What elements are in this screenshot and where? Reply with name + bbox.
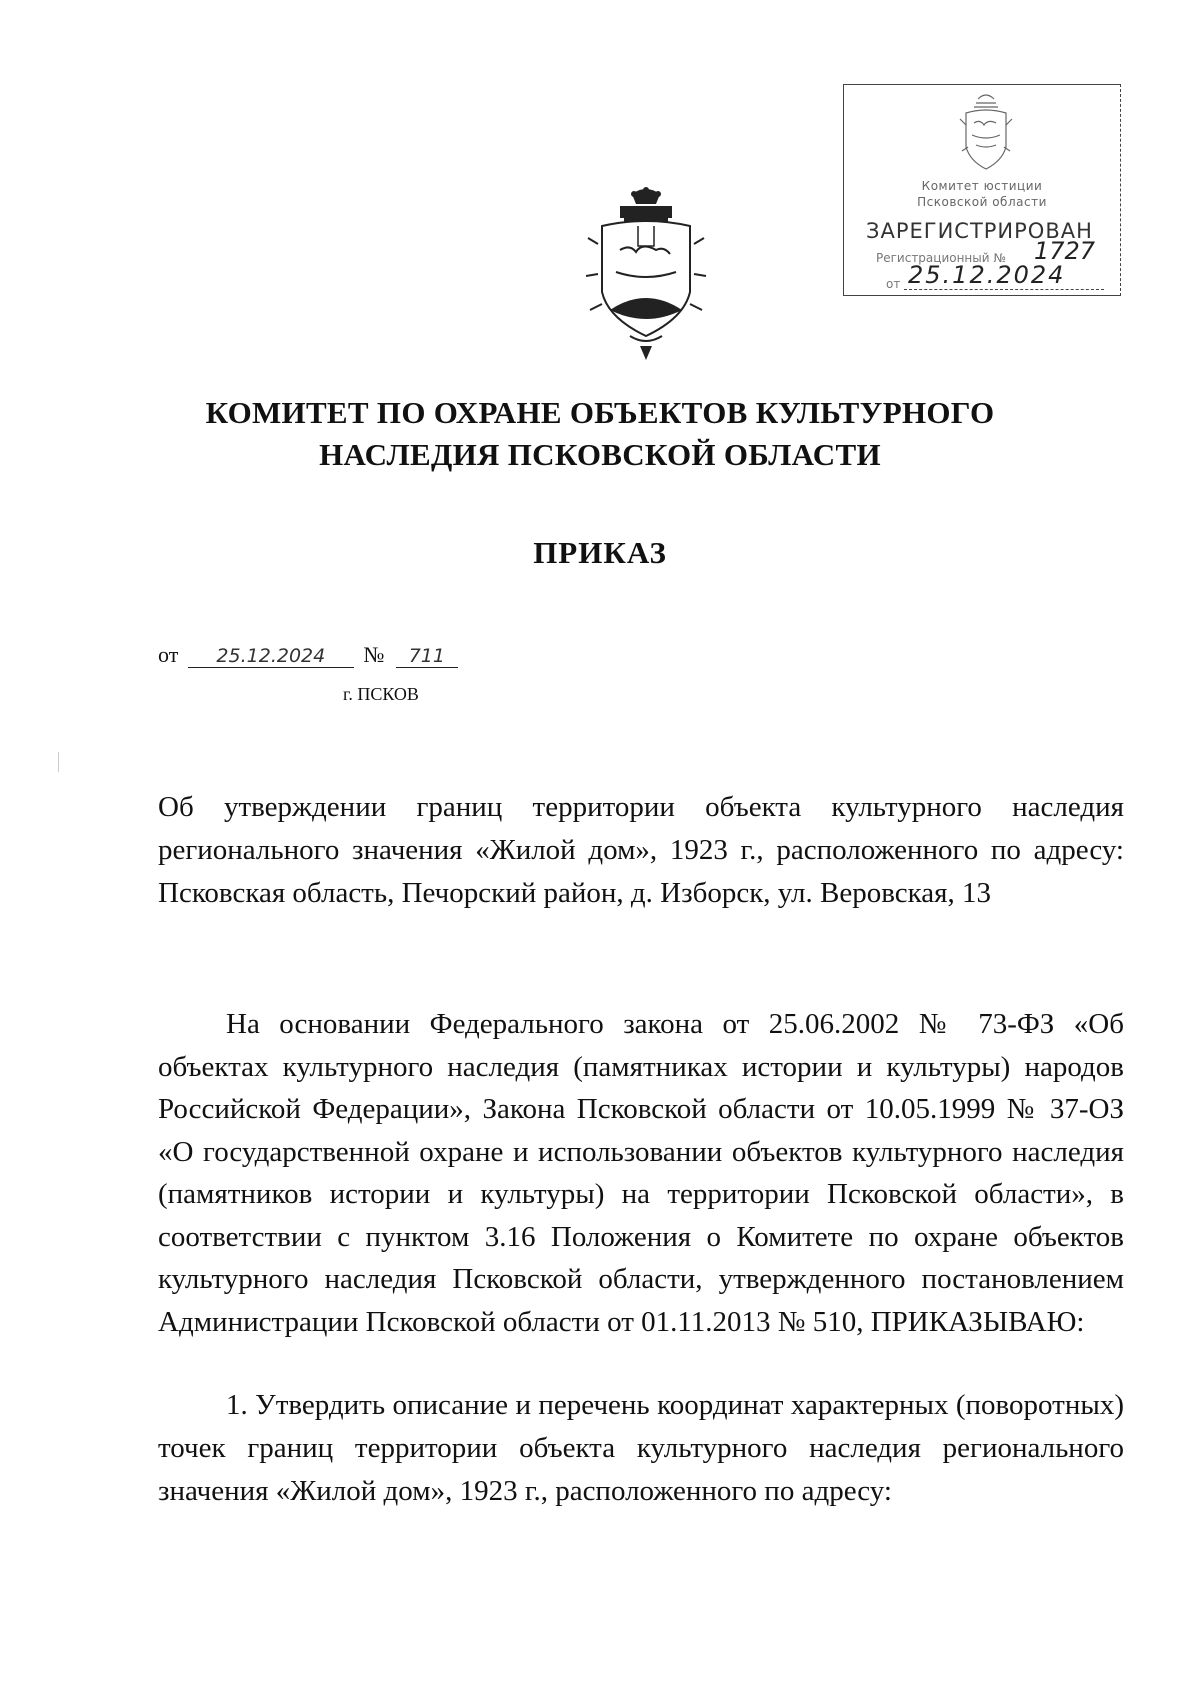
organization-title [0, 392, 1200, 476]
stamp-reg-label: Регистрационный № [876, 251, 1006, 265]
order-city: г. ПСКОВ [343, 684, 419, 704]
stamp-org-line2: Псковской области [917, 195, 1047, 209]
registration-stamp [843, 84, 1121, 296]
stamp-emblem-icon [952, 89, 1020, 181]
order-subject: Об утверждении границ территории объекта культурного наследия регионального значения «Жилой дом», 1923 г., расположенного по адресу: Псковская область, Печорский район, д. Изборск, ул. Веровская, 13 [158, 791, 1124, 909]
order-from-label: от [158, 642, 179, 667]
stamp-date-underline [904, 289, 1104, 290]
order-date: 25.12.2024 [188, 645, 354, 668]
order-number-label: № [363, 642, 385, 667]
order-item-1: 1. Утвердить описание и перечень координат характерных (поворотных) точек границ территории объекта культурного наследия регионального значения «Жилой дом», 1923 г., расположенного по адресу: [158, 1389, 1124, 1507]
margin-mark [58, 752, 59, 772]
order-date-number-line [158, 642, 458, 668]
order-number: 711 [396, 645, 458, 668]
order-basis-paragraph: На основании Федерального закона от 25.06.2002 № 73-ФЗ «Об объектах культурного наследия (памятниках истории и культуры) народов Российской Федерации», Закона Псковской области от 10.05.1999 № 37-ОЗ «О государственной охране и использовании объектов культурного наследия (памятников истории и культуры) на территории Псковской области», в соответствии с пунктом 3.16 Положения о Комитете по охране объектов культурного наследия Псковской области, утвержденного постановлением Администрации Псковской области от 01.11.2013 № 510, ПРИКАЗЫВАЮ: [158, 1008, 1124, 1338]
stamp-from-label: от [886, 277, 901, 291]
stamp-reg-number: 1727 [1034, 237, 1096, 265]
organization-title-line1: КОМИТЕТ ПО ОХРАНЕ ОБЪЕКТОВ КУЛЬТУРНОГО [205, 395, 995, 430]
stamp-title: ЗАРЕГИСТРИРОВАН [866, 219, 1093, 243]
pskov-coat-of-arms-icon [580, 186, 712, 364]
stamp-reg-date: 25.12.2024 [908, 261, 1066, 289]
document-type: ПРИКАЗ [533, 535, 667, 570]
organization-title-line2: НАСЛЕДИЯ ПСКОВСКОЙ ОБЛАСТИ [319, 437, 881, 472]
stamp-org-line1: Комитет юстиции [921, 179, 1043, 193]
